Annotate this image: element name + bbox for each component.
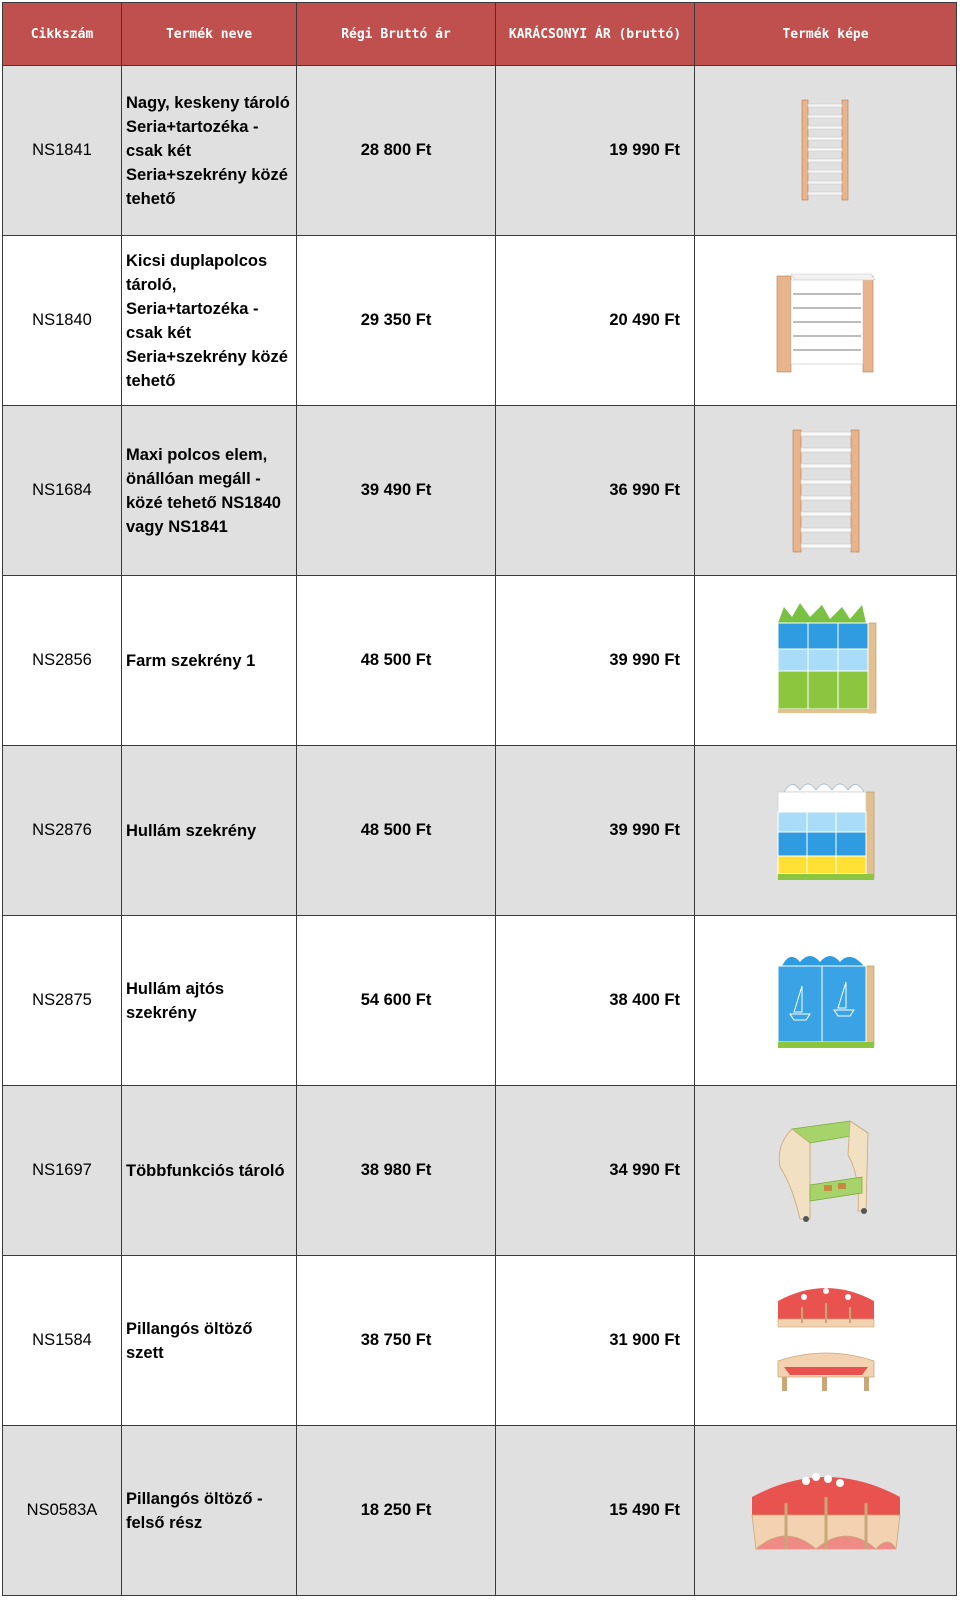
row-old-price: 29 350 Ft: [297, 236, 496, 406]
table-row: [3, 1426, 957, 1596]
row-new-price: 20 490 Ft: [496, 236, 695, 406]
row-old-price: 39 490 Ft: [297, 406, 496, 576]
table-row: [3, 66, 957, 236]
header-name: Termék neve: [122, 3, 297, 66]
row-image: [695, 236, 957, 406]
price-table: [2, 2, 957, 1596]
row-sku: NS2856: [3, 576, 122, 746]
row-old-price: 48 500 Ft: [297, 746, 496, 916]
row-sku: NS1841: [3, 66, 122, 236]
table-row: [3, 1086, 957, 1256]
table-row: [3, 916, 957, 1086]
row-sku: NS1684: [3, 406, 122, 576]
row-new-price: 38 400 Ft: [496, 916, 695, 1086]
table-row: [3, 576, 957, 746]
double-shelf-icon: [771, 266, 881, 376]
row-name: Farm szekrény 1: [122, 576, 297, 746]
header-image: Termék képe: [695, 3, 957, 66]
row-sku: NS1697: [3, 1086, 122, 1256]
row-image: [695, 1086, 957, 1256]
row-name: Hullám ajtós szekrény: [122, 916, 297, 1086]
table-row: [3, 406, 957, 576]
row-image: [695, 66, 957, 236]
wave-door-cabinet-icon: [770, 946, 882, 1056]
row-name: Pillangós öltöző szett: [122, 1256, 297, 1426]
row-sku: NS2875: [3, 916, 122, 1086]
wave-cabinet-icon: [770, 776, 882, 886]
row-sku: NS1840: [3, 236, 122, 406]
row-image: [695, 406, 957, 576]
narrow-shelf-icon: [796, 96, 856, 206]
row-image: [695, 1426, 957, 1596]
row-new-price: 34 990 Ft: [496, 1086, 695, 1256]
farm-cabinet-icon: [770, 601, 882, 721]
row-new-price: 36 990 Ft: [496, 406, 695, 576]
header-sku: Cikkszám: [3, 3, 122, 66]
row-name: Pillangós öltöző - felső rész: [122, 1426, 297, 1596]
row-old-price: 28 800 Ft: [297, 66, 496, 236]
row-name: Kicsi duplapolcos tároló, Seria+tartozéka - csak két Seria+szekrény közé tehető: [122, 236, 297, 406]
row-image: [695, 1256, 957, 1426]
row-name: Maxi polcos elem, önállóan megáll - közé tehető NS1840 vagy NS1841: [122, 406, 297, 576]
row-sku: NS0583A: [3, 1426, 122, 1596]
table-row: [3, 1256, 957, 1426]
row-image: [695, 576, 957, 746]
butterfly-set-icon: [770, 1279, 882, 1403]
row-image: [695, 746, 957, 916]
header-new-price: KARÁCSONYI ÁR (bruttó): [496, 3, 695, 66]
row-old-price: 38 750 Ft: [297, 1256, 496, 1426]
table-row: [3, 236, 957, 406]
tall-shelf-icon: [789, 426, 863, 556]
row-old-price: 18 250 Ft: [297, 1426, 496, 1596]
row-sku: NS1584: [3, 1256, 122, 1426]
row-new-price: 39 990 Ft: [496, 746, 695, 916]
row-new-price: 39 990 Ft: [496, 576, 695, 746]
table-row: [3, 746, 957, 916]
row-old-price: 48 500 Ft: [297, 576, 496, 746]
header-old-price: Régi Bruttó ár: [297, 3, 496, 66]
header-row: [3, 3, 957, 66]
row-image: [695, 916, 957, 1086]
row-new-price: 19 990 Ft: [496, 66, 695, 236]
row-new-price: 15 490 Ft: [496, 1426, 695, 1596]
row-old-price: 54 600 Ft: [297, 916, 496, 1086]
multi-storage-icon: [770, 1115, 882, 1227]
row-new-price: 31 900 Ft: [496, 1256, 695, 1426]
row-old-price: 38 980 Ft: [297, 1086, 496, 1256]
butterfly-top-icon: [746, 1463, 906, 1559]
row-name: Hullám szekrény: [122, 746, 297, 916]
row-sku: NS2876: [3, 746, 122, 916]
row-name: Többfunkciós tároló: [122, 1086, 297, 1256]
row-name: Nagy, keskeny tároló Seria+tartozéka - csak két Seria+szekrény közé tehető: [122, 66, 297, 236]
